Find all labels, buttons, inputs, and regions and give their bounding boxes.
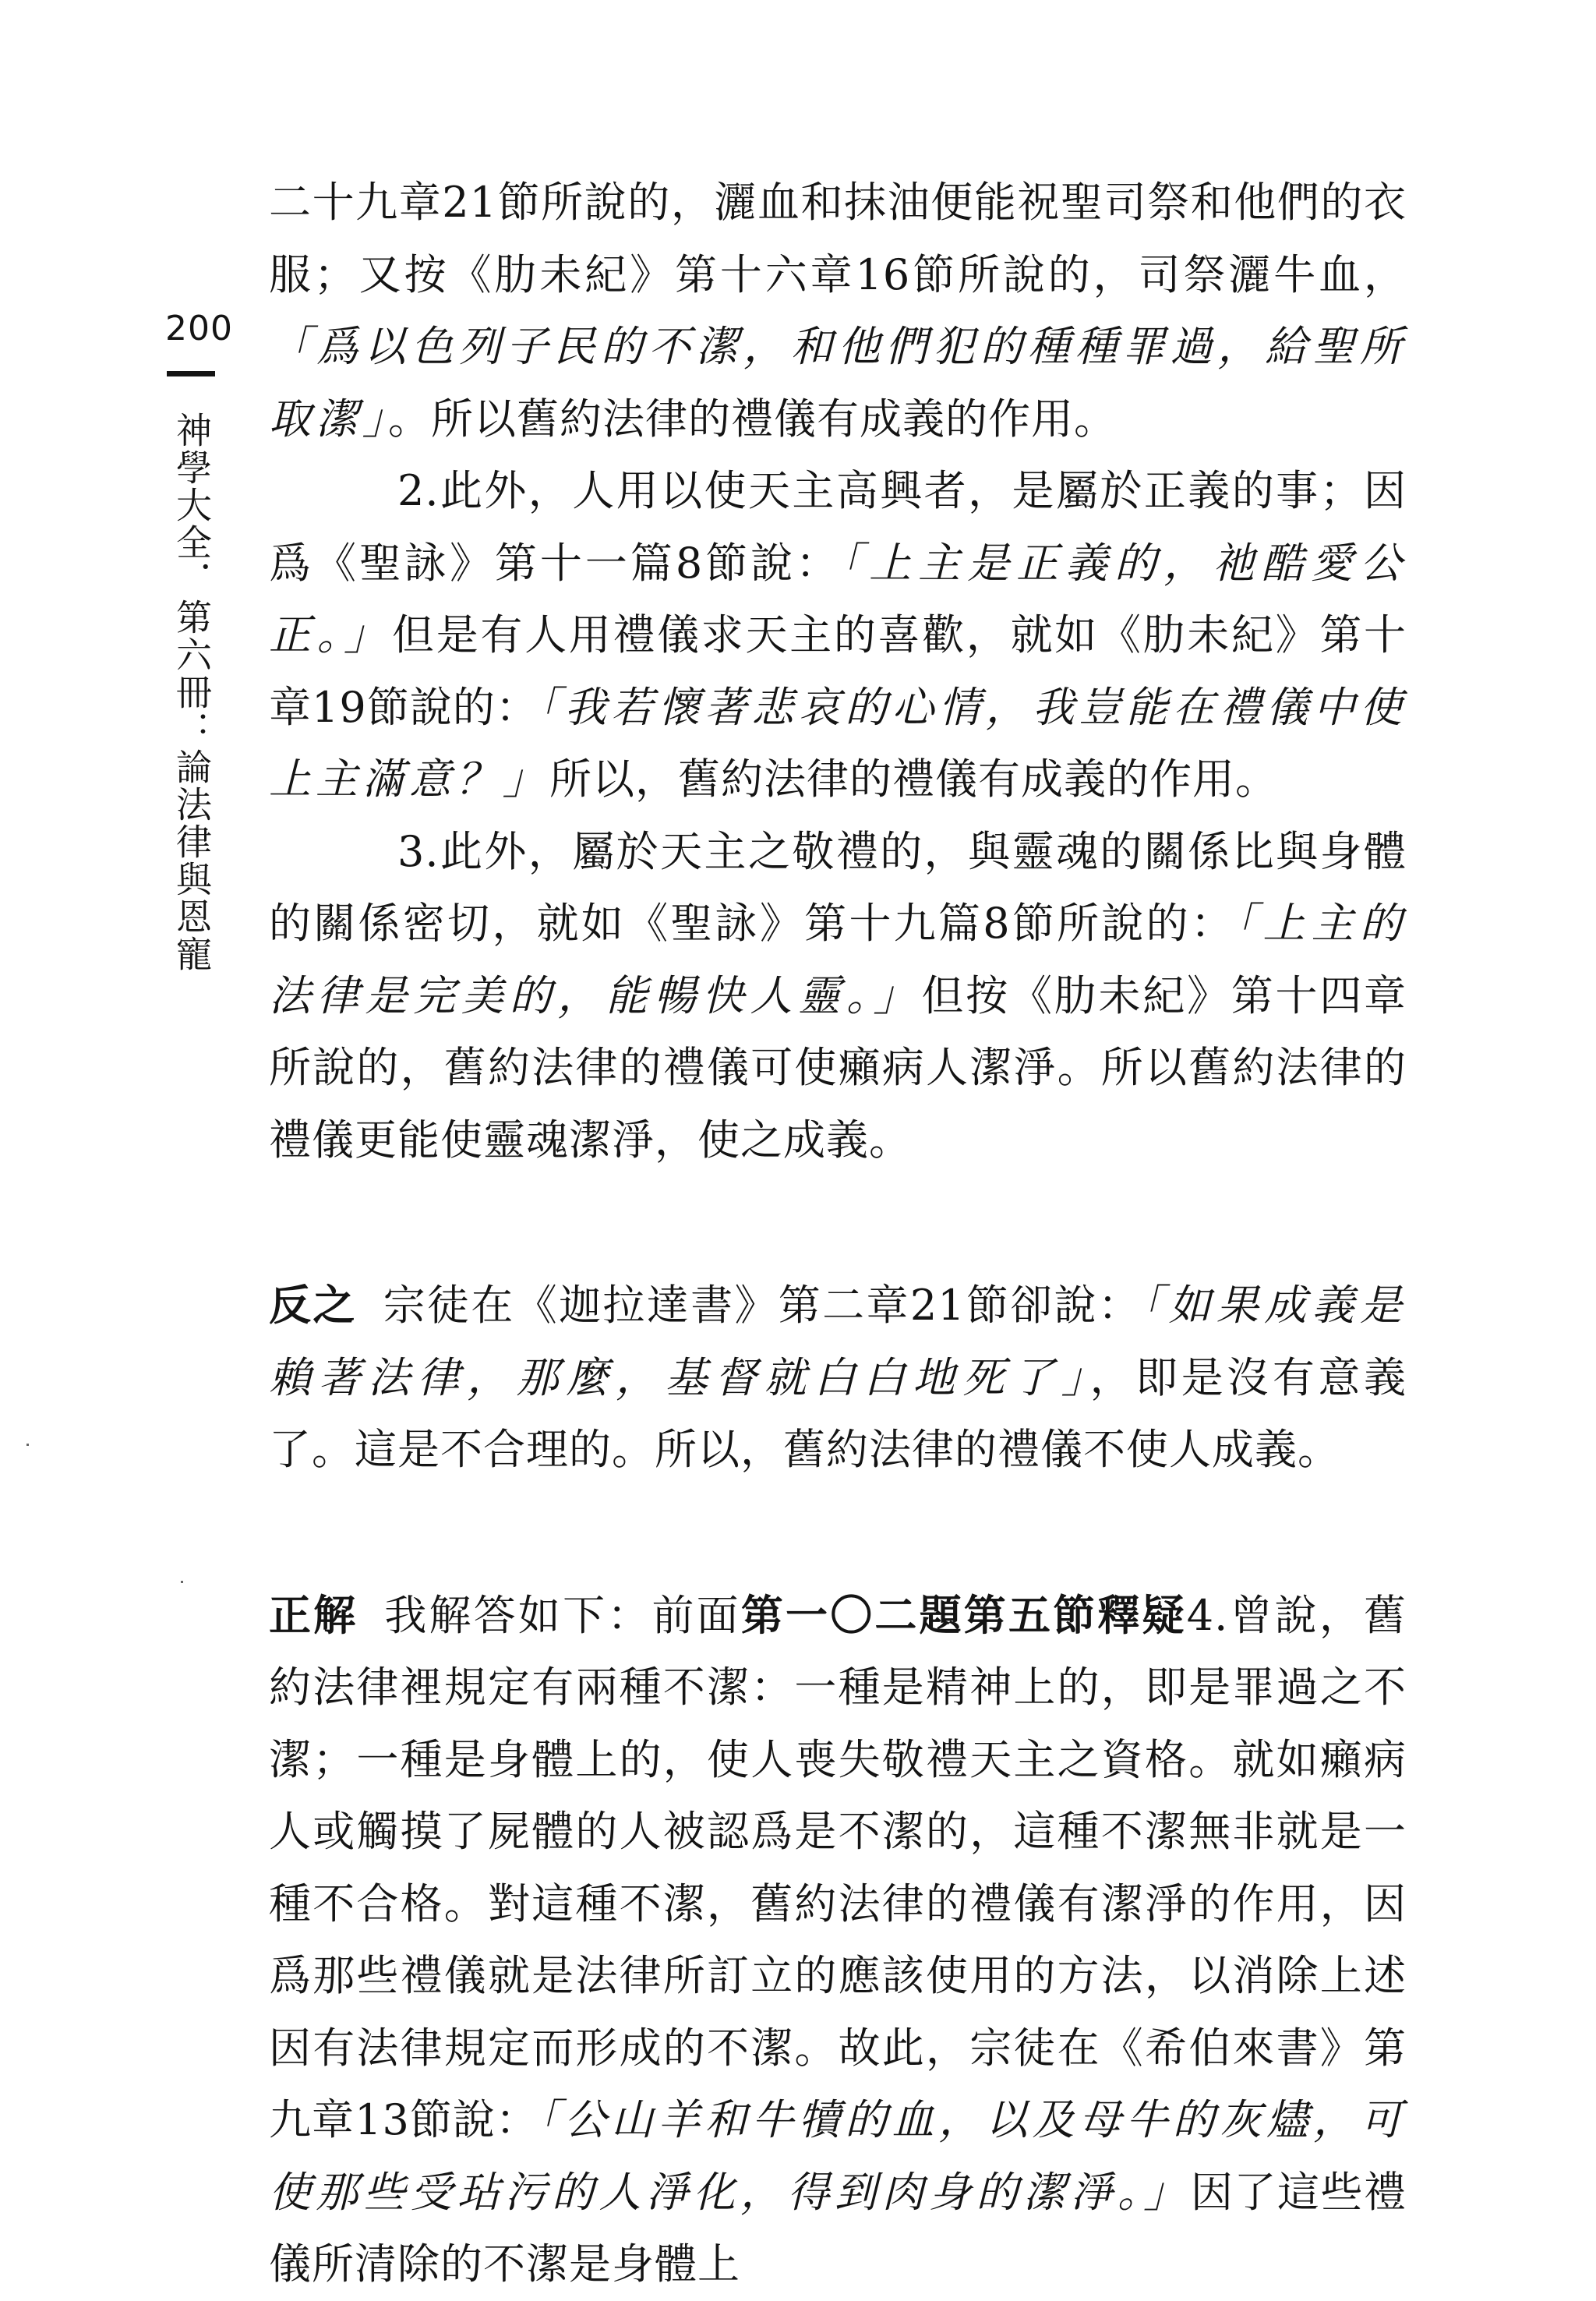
paragraph-respondeo [269,1580,1407,2301]
text-run: 我解答如下：前面 [384,1590,741,1640]
running-head: 神學大全．第六冊：論法律與恩寵 [171,412,213,973]
paragraph-objection-1-continued [269,167,1407,455]
text-run: 。所以舊約法律的禮儀有成義的作用。 [388,394,1117,444]
paragraph-sed-contra [269,1270,1407,1486]
page-number: 200 [165,309,233,348]
text-run: ，即是沒有意義了。這是不合理的。所以，舊約法律的禮儀不使人成義。 [269,1352,1407,1474]
text-run: 所以，舊約法律的禮儀有成義的作用。 [549,755,1278,804]
scripture-quote: 「爲以色列子民的不潔，和他們犯的種種罪過，給聖所取潔」 [269,322,1407,444]
running-head-rule [167,371,215,376]
text-run: 3.此外，屬於天主之敬禮的，與靈魂的關係比與身體的關係密切，就如《聖詠》第十九篇8節所說的： [269,826,1407,948]
paragraph-objection-3 [269,816,1407,1177]
scripture-quote: 「如果成義是賴著法律，那麼，基督就白白地死了」 [269,1281,1407,1402]
text-run: 但按《肋未紀》第十四章所說的，舊約法律的禮儀可使癩病人潔淨。所以舊約法律的禮儀更能使靈魂潔淨，使之成義。 [269,970,1407,1165]
section-label: 正解 [269,1590,358,1640]
text-run: 宗徒在《迦拉達書》第二章21節卻說： [383,1281,1142,1330]
text-run: 但是有人用禮儀求天主的喜歡，就如《肋未紀》第十章19節說的： [269,610,1407,732]
scripture-quote: 「上主的法律是完美的，能暢快人靈。」 [269,899,1407,1020]
text-run: 二十九章21節所說的，灑血和抹油便能祝聖司祭和他們的衣服；又按《肋未紀》第十六章16節所說的，司祭灑牛血， [269,178,1407,299]
scripture-quote: 「公山羊和牛犢的血，以及母牛的灰燼，可使那些受玷污的人淨化，得到肉身的潔淨。」 [269,2095,1407,2217]
text-run: 2.此外，人用以使天主高興者，是屬於正義的事；因爲《聖詠》第十一篇8節說： [269,466,1407,588]
scripture-quote: 「我若懷著悲哀的心情，我豈能在禮儀中使上主滿意？」 [269,682,1407,804]
scripture-quote: 「上主是正義的，祂酷愛公正。」 [269,538,1407,659]
text-run: 因了這些禮儀所清除的不潔是身體上 [269,2167,1407,2289]
text-run: 4.曾說，舊約法律裡規定有兩種不潔：一種是精神上的，即是罪過之不潔；一種是身體上的，使人喪失敬禮天主之資格。就如癩病人或觸摸了屍體的人被認爲是不潔的，這種不潔無非就是一種不合格。對這種不潔，舊約法律的禮儀有潔淨的作用，因爲那些禮儀就是法律所訂立的應該使用的方法，以消除上述因有法律規定而形成的不潔。故此，宗徒在《希伯來書》第九章13節說： [269,1590,1407,2144]
main-text [269,167,1407,2301]
paragraph-objection-2 [269,455,1407,816]
section-label: 反之 [269,1281,357,1330]
scan-speck [181,1581,183,1583]
cross-reference: 第一〇二題第五節釋疑 [740,1590,1187,1640]
scan-speck [26,1444,29,1446]
